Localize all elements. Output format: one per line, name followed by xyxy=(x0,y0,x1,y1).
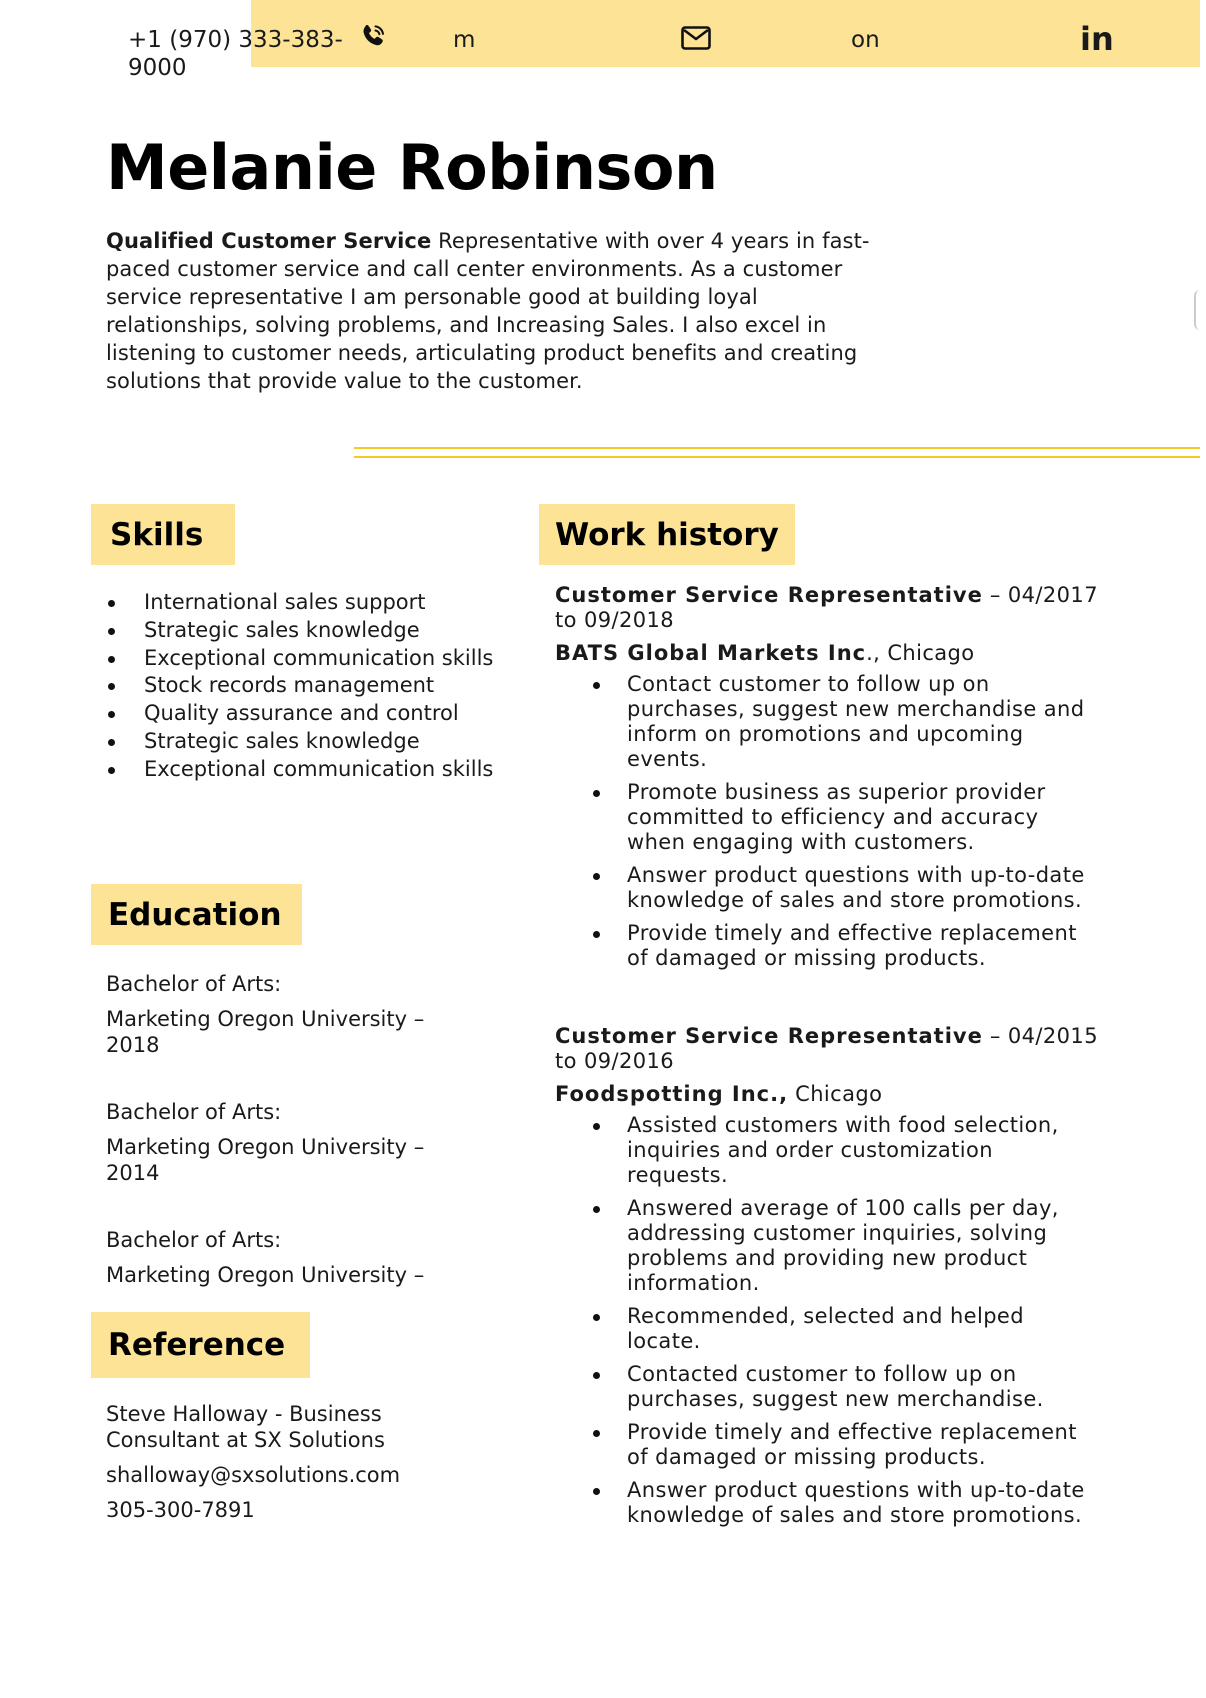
contact-bar-background xyxy=(251,0,1200,67)
job-company-line xyxy=(555,641,1100,666)
skill-item: Exceptional communication skills xyxy=(106,645,506,673)
job-entry-clipped xyxy=(550,1020,1110,1543)
skill-item: Strategic sales knowledge xyxy=(106,617,506,645)
job-duty: Promote business as superior provider committed to efficiency and accuracy when engaging with customers. xyxy=(555,780,1100,855)
education-degree: Bachelor of Arts: xyxy=(106,1228,282,1252)
education-entry xyxy=(106,971,466,1058)
job-title: Customer Service Representative xyxy=(555,583,983,607)
page-edge-fragment xyxy=(1194,290,1206,330)
phone-number: +1 (970) 333-383-9000 xyxy=(128,27,343,81)
reference-email[interactable]: shalloway@sxsolutions.com xyxy=(106,1463,401,1487)
skills-section xyxy=(100,585,520,823)
job-title-line xyxy=(555,1024,1100,1074)
job-duty: Answer product questions with up-to-date knowledge of sales and store promotions. xyxy=(555,1478,1100,1528)
job-entry xyxy=(555,583,1100,979)
job-duty: Answered average of 100 calls per day, addressing customer inquiries, solving problems and providing new product information. xyxy=(555,1196,1100,1296)
education-degree: Bachelor of Arts: xyxy=(106,972,282,996)
location-text-fragment: on xyxy=(851,27,880,53)
job-dates: – 04/2015 to 09/2016 xyxy=(555,1024,1098,1073)
job-duty: Contacted customer to follow up on purchases, suggest new merchandise. xyxy=(555,1362,1100,1412)
education-school: Marketing Oregon University – 2018 xyxy=(106,1007,425,1057)
skill-item: Strategic sales knowledge xyxy=(106,728,506,756)
skill-item: International sales support xyxy=(106,589,506,617)
job-duty: Assisted customers with food selection, inquiries and order customization requests. xyxy=(555,1113,1100,1188)
education-school: Marketing Oregon University – 2014 xyxy=(106,1135,425,1185)
job-dates: – 04/2017 to 09/2018 xyxy=(555,583,1098,632)
job-company-line xyxy=(555,1082,1100,1107)
summary-bold-lead: Qualified Customer Service xyxy=(106,229,432,253)
skill-item: Quality assurance and control xyxy=(106,700,506,728)
email-text-fragment[interactable]: m xyxy=(453,27,476,53)
reference-heading: Reference xyxy=(108,1327,286,1363)
job-duty: Answer product questions with up-to-date knowledge of sales and store promotions. xyxy=(555,863,1100,913)
mail-icon xyxy=(680,24,712,52)
skills-list xyxy=(106,589,506,784)
education-entry xyxy=(106,1227,466,1288)
divider-line-top xyxy=(354,447,1200,449)
reference-name-title: Steve Halloway - Business Consultant at SX Solutions xyxy=(106,1402,385,1452)
job-duty: Provide timely and effective replacement of damaged or missing products. xyxy=(555,921,1100,971)
phone-icon xyxy=(358,20,388,54)
job-title-line xyxy=(555,583,1100,633)
work-history-heading: Work history xyxy=(555,517,779,553)
job-duty: Contact customer to follow up on purchases, suggest new merchandise and inform on promotions and upcoming events. xyxy=(555,672,1100,772)
job-company: BATS Global Markets Inc xyxy=(555,641,867,665)
education-entry xyxy=(106,1099,466,1186)
job-entry xyxy=(555,1024,1100,1536)
job-duty: Provide timely and effective replacement of damaged or missing products. xyxy=(555,1420,1100,1470)
reference-phone: 305-300-7891 xyxy=(106,1498,255,1522)
job-company: Foodspotting Inc., xyxy=(555,1082,789,1106)
job-duty: Recommended, selected and helped locate. xyxy=(555,1304,1100,1354)
skill-item: Exceptional communication skills xyxy=(106,756,506,784)
skill-item: Stock records management xyxy=(106,672,506,700)
linkedin-icon[interactable]: in xyxy=(1080,20,1114,58)
candidate-name: Melanie Robinson xyxy=(106,131,718,204)
job-duties-list xyxy=(555,1113,1100,1528)
education-heading: Education xyxy=(108,897,282,933)
education-degree: Bachelor of Arts: xyxy=(106,1100,282,1124)
education-school: Marketing Oregon University – xyxy=(106,1263,425,1287)
summary-text: Representative with over 4 years in fast-paced customer service and call center environments. As a customer service representative I am personable good at building loyal relationships, solving problems, and Increasing Sales. I also excel in listening to customer needs, articulating product benefits and creating solutions that provide value to the customer. xyxy=(106,229,870,393)
divider-line-bottom xyxy=(354,456,1200,458)
job-duties-list xyxy=(555,672,1100,971)
job-location: Chicago xyxy=(788,1082,883,1106)
job-title: Customer Service Representative xyxy=(555,1024,983,1048)
skills-heading: Skills xyxy=(110,517,204,553)
education-entry-clipped xyxy=(100,1225,480,1287)
reference-block xyxy=(106,1401,466,1532)
job-location: ., Chicago xyxy=(866,641,975,665)
profile-summary xyxy=(106,227,896,395)
